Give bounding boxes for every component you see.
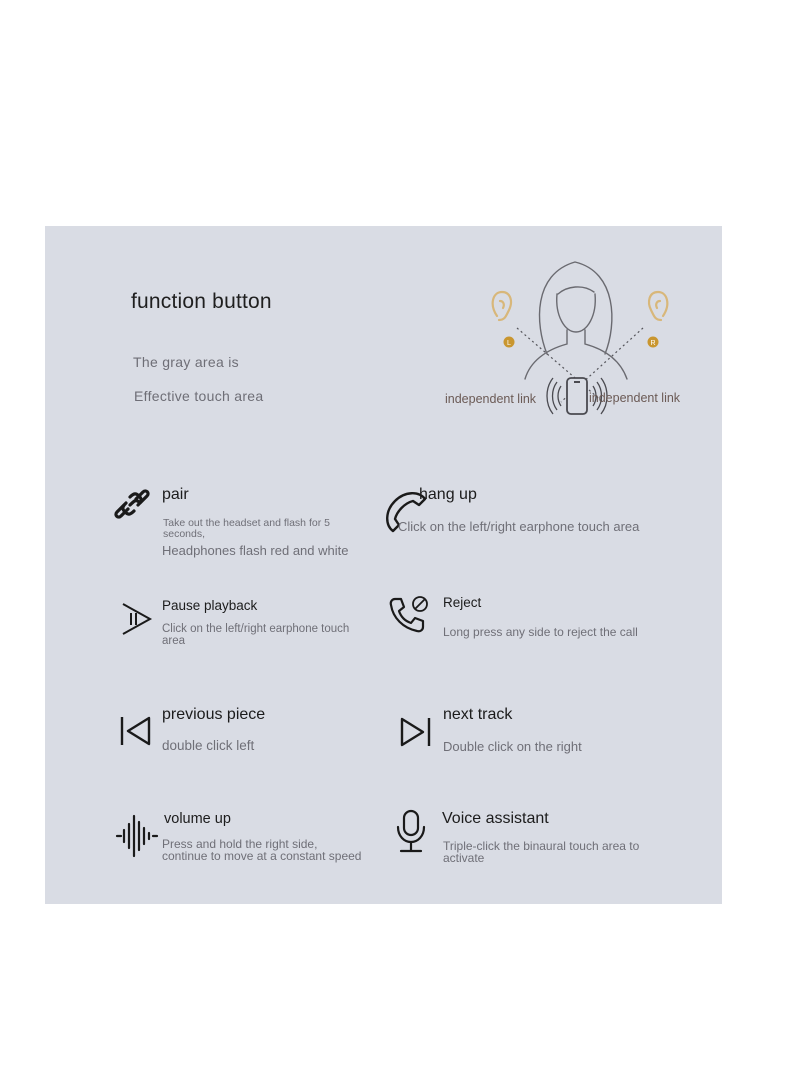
page-title: function button	[131, 290, 272, 313]
left-ear-icon	[493, 292, 511, 320]
left-badge-icon	[504, 337, 515, 348]
touch-area-panel	[45, 226, 722, 904]
play-pause-icon	[120, 602, 152, 636]
right-ear-icon	[649, 292, 667, 320]
person-icon	[525, 262, 627, 379]
voice-assistant-description: Triple-click the binaural touch area to activate	[443, 839, 640, 865]
right-badge-icon	[648, 337, 659, 348]
phone-reject-icon	[387, 595, 431, 635]
pair-title: pair	[162, 486, 189, 503]
previous-icon	[119, 715, 153, 747]
hang-up-description: Click on the left/right earphone touch area	[398, 519, 640, 534]
voice-assistant-title: Voice assistant	[442, 810, 549, 827]
reject-description: Long press any side to reject the call	[443, 625, 638, 639]
volume-up-title: volume up	[164, 811, 231, 827]
right-badge-label: R	[650, 340, 656, 347]
right-link-label: independent link	[589, 391, 681, 405]
touch-area-note-line1: The gray area is	[133, 354, 239, 370]
hang-up-title: hang up	[419, 486, 477, 503]
link-icon	[114, 485, 150, 523]
microphone-icon	[395, 809, 427, 853]
connection-diagram	[475, 254, 695, 454]
pair-description: Take out the headset and flash for 5 seconds,	[163, 517, 330, 540]
touch-area-note-line2: Effective touch area	[134, 388, 264, 404]
pause-playback-description: Click on the left/right earphone touch area	[162, 623, 350, 647]
next-track-title: next track	[443, 706, 513, 723]
previous-piece-title: previous piece	[162, 706, 266, 723]
volume-wave-icon	[115, 814, 159, 858]
pause-playback-title: Pause playback	[162, 598, 258, 613]
next-icon	[398, 716, 432, 748]
left-link-label: independent link	[445, 392, 537, 406]
previous-piece-description: double click left	[162, 738, 255, 753]
left-badge-label: L	[507, 340, 511, 347]
volume-up-description: Press and hold the right side, continue to move at a constant speed	[162, 837, 362, 863]
next-track-description: Double click on the right	[443, 739, 582, 754]
pair-description-2: Headphones flash red and white	[162, 543, 349, 558]
reject-title: Reject	[443, 595, 482, 610]
